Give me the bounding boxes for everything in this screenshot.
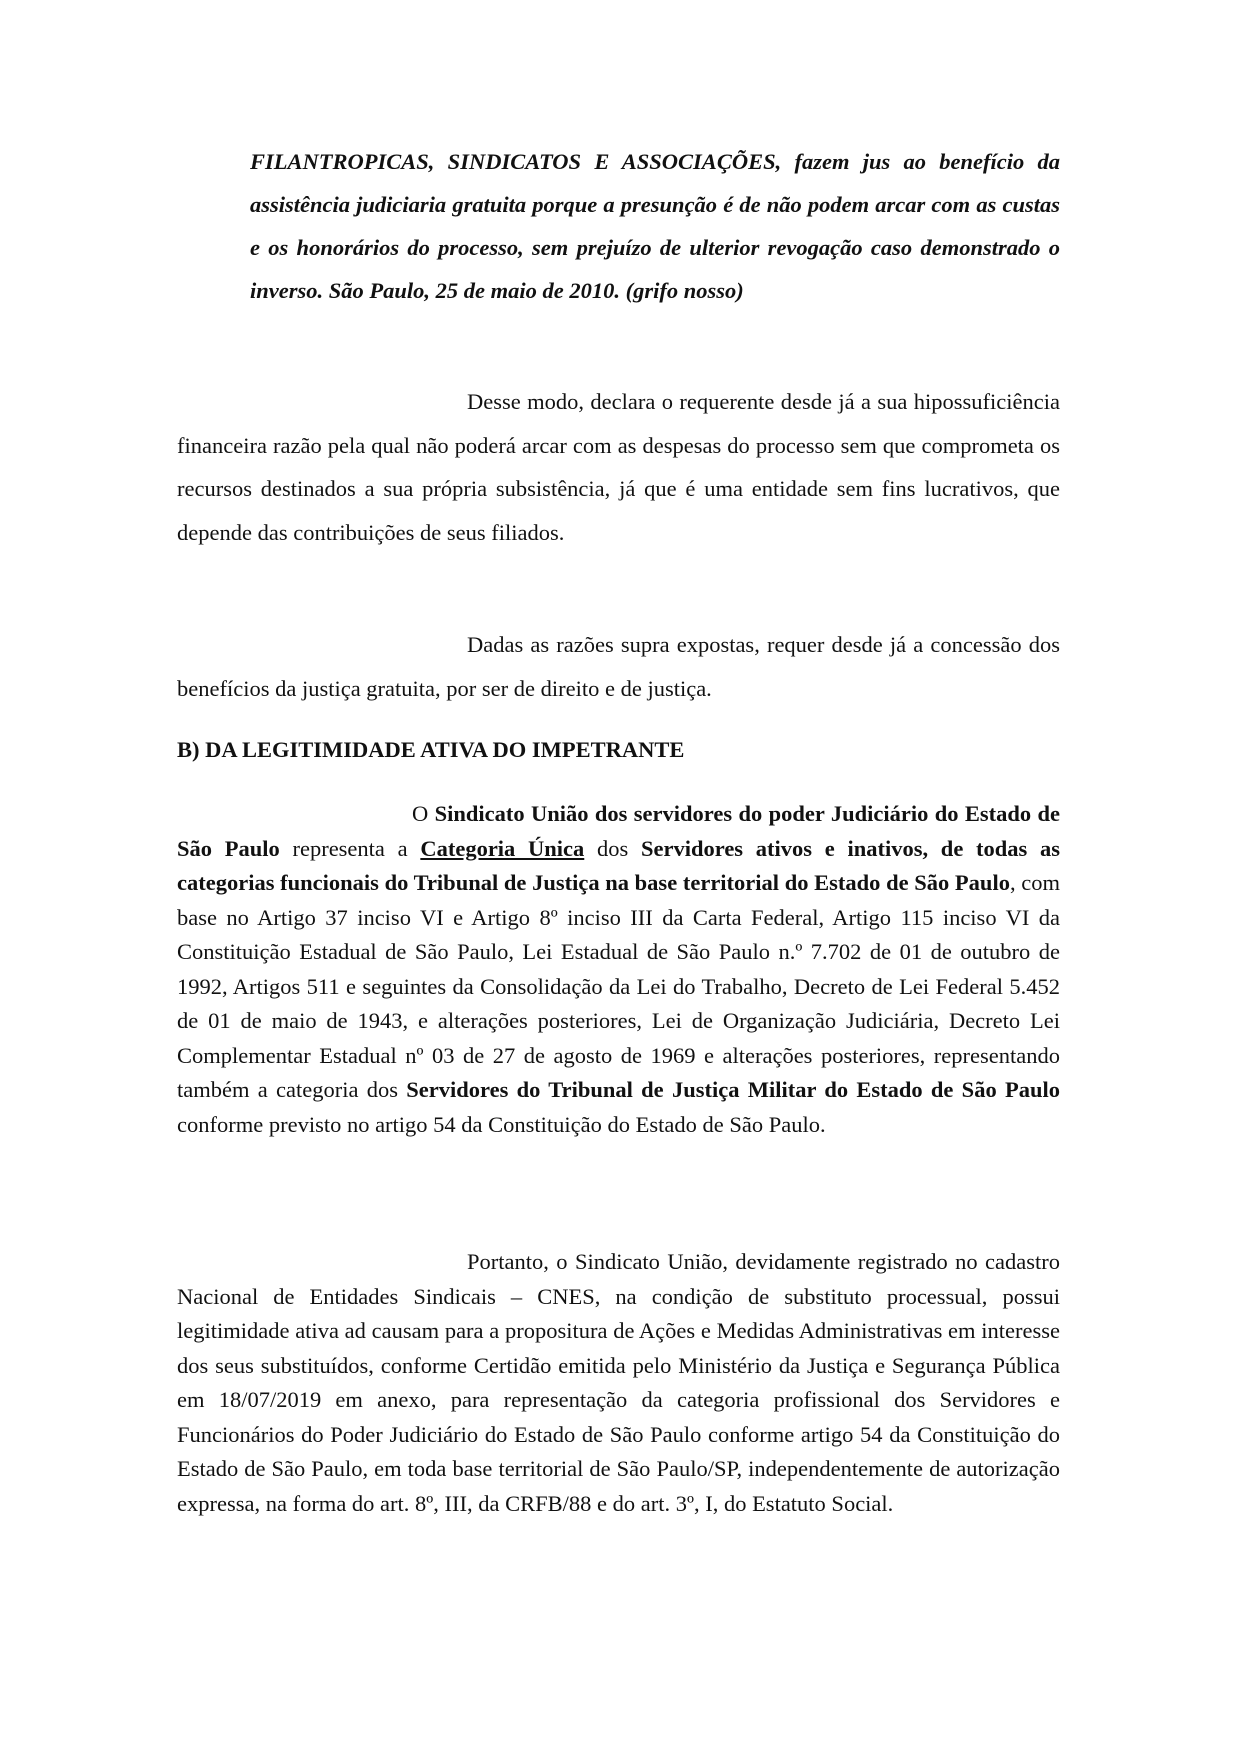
paragraph-legitimidade-run-7: , com base no Artigo 37 inciso VI e Artigo 8º inciso III da Carta Federal, Artigo 115 inciso VI da Constituição Estadual de São Paulo, Lei Estadual de São Paulo n.º 7.702 de 01 de outubro de 1992, Artigos 511 e seguintes da Consolidação da Lei do Trabalho, Decreto de Lei Federal 5.452 de 01 de maio de 1943, e alterações posteriores, Lei de Organização Judiciária, Decreto Lei Complementar Estadual nº 03 de 27 de agosto de 1969 e alterações posteriores, representando também a categoria dos — [177, 870, 1060, 1102]
paragraph-justica-gratuita-text: Dadas as razões supra expostas, requer desde já a concessão dos benefícios da justiça gratuita, por ser de direito e de justiça. — [177, 632, 1060, 701]
section-heading — [177, 730, 1060, 770]
paragraph-justica-gratuita — [177, 623, 1060, 710]
paragraph-substituto-processual — [177, 1245, 1060, 1521]
paragraph-legitimidade-run-8: Servidores do Tribunal de Justiça Militar do Estado de São Paulo — [406, 1077, 1060, 1102]
quoted-citation — [250, 140, 1060, 312]
paragraph-legitimidade-run-3: representa a — [279, 835, 421, 861]
paragraph-legitimidade-run-6: Servidores ativos e inativos, de todas as categorias funcionais do Tribunal de Justiça na base territorial do Estado de São Paulo — [177, 835, 1061, 895]
section-heading-text: B) DA LEGITIMIDADE ATIVA DO IMPETRANTE — [177, 737, 685, 762]
paragraph-legitimidade-run-1: O — [412, 801, 435, 826]
paragraph-hipossuficiencia-text: Desse modo, declara o requerente desde já a sua hipossuficiência financeira razão pela qual não poderá arcar com as despesas do processo sem que comprometa os recursos destinados a sua própria subsistência, já que é uma entidade sem fins lucrativos, que depende das contribuições de seus filiados. — [177, 389, 1060, 545]
paragraph-legitimidade-run-5: dos — [584, 835, 641, 861]
paragraph-legitimidade-run-2: Sindicato União dos servidores do poder Judiciário do Estado de São Paulo — [177, 801, 1061, 861]
paragraph-substituto-processual-text: Portanto, o Sindicato União, devidamente registrado no cadastro Nacional de Entidades Sindicais – CNES, na condição de substituto processual, possui legitimidade ativa ad causam para a propositura de Ações e Medidas Administrativas em interesse dos seus substituídos, conforme Certidão emitida pelo Ministério da Justiça e Segurança Pública em 18/07/2019 em anexo, para representação da categoria profissional dos Servidores e Funcionários do Poder Judiciário do Estado de São Paulo conforme artigo 54 da Constituição do Estado de São Paulo, em toda base territorial de São Paulo/SP, independentemente de autorização expressa, na forma do art. 8º, III, da CRFB/88 e do art. 3º, I, do Estatuto Social. — [177, 1249, 1060, 1516]
paragraph-legitimidade — [177, 797, 1060, 1142]
paragraph-legitimidade-run-4: Categoria Única — [420, 835, 585, 861]
quoted-citation-text: FILANTROPICAS, SINDICATOS E ASSOCIAÇÕES, fazem jus ao benefício da assistência judiciaria gratuita porque a presunção é de não podem arcar com as custas e os honorários do processo, sem prejuízo de ulterior revogação caso demonstrado o inverso. São Paulo, 25 de maio de 2010. (grifo nosso) — [250, 149, 1060, 303]
paragraph-hipossuficiencia — [177, 380, 1060, 554]
paragraph-legitimidade-run-9: conforme previsto no artigo 54 da Constituição do Estado de São Paulo. — [177, 1111, 826, 1137]
